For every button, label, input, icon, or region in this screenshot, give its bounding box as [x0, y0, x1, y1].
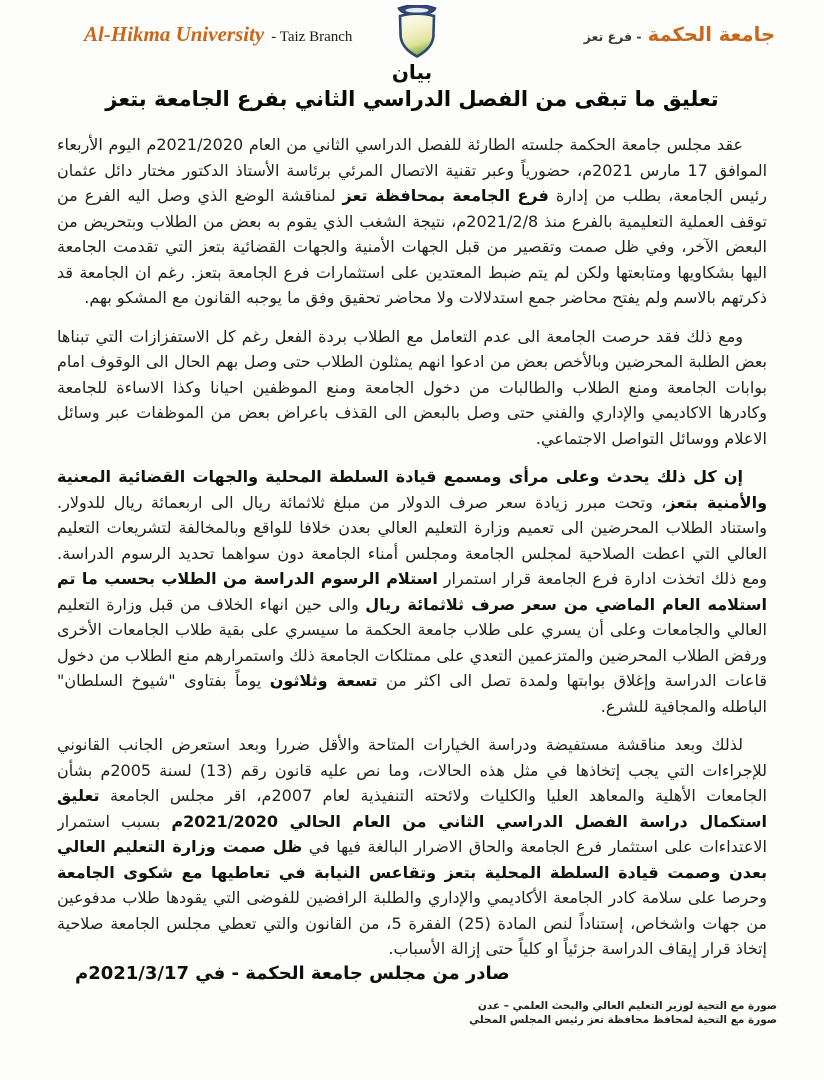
university-name-en: Al-Hikma University	[84, 22, 265, 46]
cc-notes	[469, 999, 777, 1027]
statement-title: بيان	[391, 60, 433, 84]
branch-name-ar: - فرع تعز	[583, 29, 642, 44]
statement-title-block	[0, 60, 824, 111]
statement-subtitle: تعليق ما تبقى من الفصل الدراسي الثاني بفرع الجامعة بتعز	[105, 87, 719, 111]
branch-name-en: - Taiz Branch	[271, 29, 353, 45]
paragraph-bold-run: فرع الجامعة بمحافظة تعز	[342, 186, 549, 205]
paragraph-bold-run: استلام الرسوم الدراسة من الطلاب بحسب ما تم استلامه العام الماضي من سعر صرف ثلاثمائة ريال	[57, 569, 767, 614]
paragraph	[57, 464, 767, 719]
university-logo-en	[84, 22, 352, 47]
cc-note: صورة مع التحية لوزير التعليم العالي والبحث العلمي – عدن	[477, 1000, 777, 1012]
university-shield-emblem-icon	[394, 5, 440, 59]
paragraph-run: عقد مجلس جامعة الحكمة جلسته الطارئة للفصل الدراسي الثاني من العام 2021/2020م اليوم الأربعاء الموافق 17 مارس 2021م، حضورياً وعبر تقنية الاتصال المرئي برئاسة الأستاذ الدكتور مختار دائل عثمان رئيس الجامعة، بطلب من إدارة	[57, 135, 767, 205]
paragraph	[57, 732, 767, 960]
paragraph	[57, 132, 767, 311]
paragraph-run: والى حين انهاء الخلاف من قبل وزارة التعليم العالي والجامعات وعلى أن يسري على طلاب جامعة الحكمة ما سيسري على بقية طلاب الجامعات الأخرى ورفض الطلاب المحرضين والمتزعمين التعدي على ممتلكات الجامعة ذلك واستمرارهم منع الطلاب من دخول قاعات الدراسة وإغلاق بوابتها ولمدة تصل الى اكثر من	[57, 594, 767, 690]
paragraph-run: يوماً بفتاوى "شيوخ السلطان" الباطله والمجافية للشرع.	[57, 671, 767, 716]
university-name-ar: جامعة الحكمة	[647, 23, 775, 46]
paragraph	[57, 324, 767, 452]
paragraph-run: لذلك وبعد مناقشة مستفيضة ودراسة الخيارات المتاحة والأقل ضررا وبعد استعرض الجانب القانوني للإجراءات التي يجب إتخاذها في مثل هذه الحالات، وما نص عليه قانون رقم (13) لسنة 2005م بشأن الجامعات الأهلية والمعاهد العليا والكليات ولائحته التنفيذية لعام 2007م، اقر مجلس الجامعة	[57, 735, 767, 805]
paragraph-bold-run: تعليق استكمال دراسة الفصل الدراسي الثاني من العام الحالي 2021/2020م	[57, 786, 767, 831]
body-paragraphs	[57, 132, 767, 960]
paragraph-bold-run: ظل صمت وزارة التعليم العالي بعدن وصمت قيادة السلطة المحلية بتعز وتقاعس النيابة في تعاطيها مع شكوى الجامعة	[57, 837, 767, 882]
paragraph-bold-run: تسعة وثلاثون	[269, 671, 378, 690]
paragraph-run: ، وتحت مبرر زيادة سعر صرف الدولار من مبلغ ثلاثمائة ريال الى اربعمائة ريال للدولار. واستناد الطلاب المحرضين الى تعميم وزارة التعليم العالي بعدن خلافا للواقع وبالمخالفة لتشريعات التعليم العالي التي اعطت الصلاحية لمجلس الجامعة ومجلس أمناء الجامعة دون سواهما تحديد الرسوم الدراسة. ومع ذلك اتخذت ادارة فرع الجامعة قرار استمرار	[57, 492, 767, 588]
university-logo-ar	[584, 23, 775, 46]
paragraph-run: بسبب استمرار الاعتداءات على استثمار فرع الجامعة والحاق الاضرار البالغة فيها في	[57, 811, 767, 856]
paragraph-run: وحرصا على سلامة كادر الجامعة الأكاديمي والإداري والطلبة الرافضين للفوضى التي يقودها طلاب مدفوعين من جهات واشخاص، إستناداً لنص المادة (25) الفقرة 5، من القانون والتي تعطي مجلس الجامعة صلاحية إتخاذ قرار إيقاف الدراسة جزئياً او كلياً حتى إزالة الأسباب.	[57, 888, 767, 958]
paragraph-run: ومع ذلك فقد حرصت الجامعة الى عدم التعامل مع الطلاب بردة الفعل رغم كل الاستفزازات التي تبناها بعض الطلبة المحرضين وبالأخص بعض من ادعوا انهم يمثلون الطلاب حتى وصل بهم الحال الى الوقوف امام بوابات الجامعة ومنع الطلاب والطالبات من دخول الجامعة ومنع الموظفين احيانا وكذا الاساءة للجامعة وكادرها الاكاديمي والإداري والفني حتى وصل بالبعض الى القذف باعراض بعض من الموظفات عبر وسائل الاعلام ووسائل التواصل الاجتماعي.	[57, 326, 767, 448]
cc-note: صورة مع التحية لمحافظ محافظة تعز رئيس المجلس المحلي	[469, 1014, 777, 1026]
paragraph-bold-run: إن كل ذلك يحدث وعلى مرأى ومسمع قيادة السلطة المحلية والجهات القضائية المعنية والأمنية بتعز	[57, 467, 767, 512]
signature-line: صادر من مجلس جامعة الحكمة - في 2021/3/17م	[75, 963, 510, 984]
paragraph-run: لمناقشة الوضع الذي وصل اليه الفرع من توقف العملية التعليمية بالفرع منذ 2021/2/8م، نتيجة الشغب الذي يقوم به بعض من الطلاب وبتحريض من البعض الآخر، وفي ظل صمت وتقصير من قبل الجهات الأمنية والجهات القضائية بتعز التي تقدمت الجامعة اليها بشكاويها ومتابعتها ولكن لم يتم ضبط المعتدين على استثمارات فرع الجامعة بتعز. رغم ان الجامعة قد ذكرتهم بالاسم ولم يفتح محاضر جمع استدلالات ولا محاضر تحقيق وفق ما يوجبه القانون مع المشكو بهم.	[57, 186, 767, 307]
